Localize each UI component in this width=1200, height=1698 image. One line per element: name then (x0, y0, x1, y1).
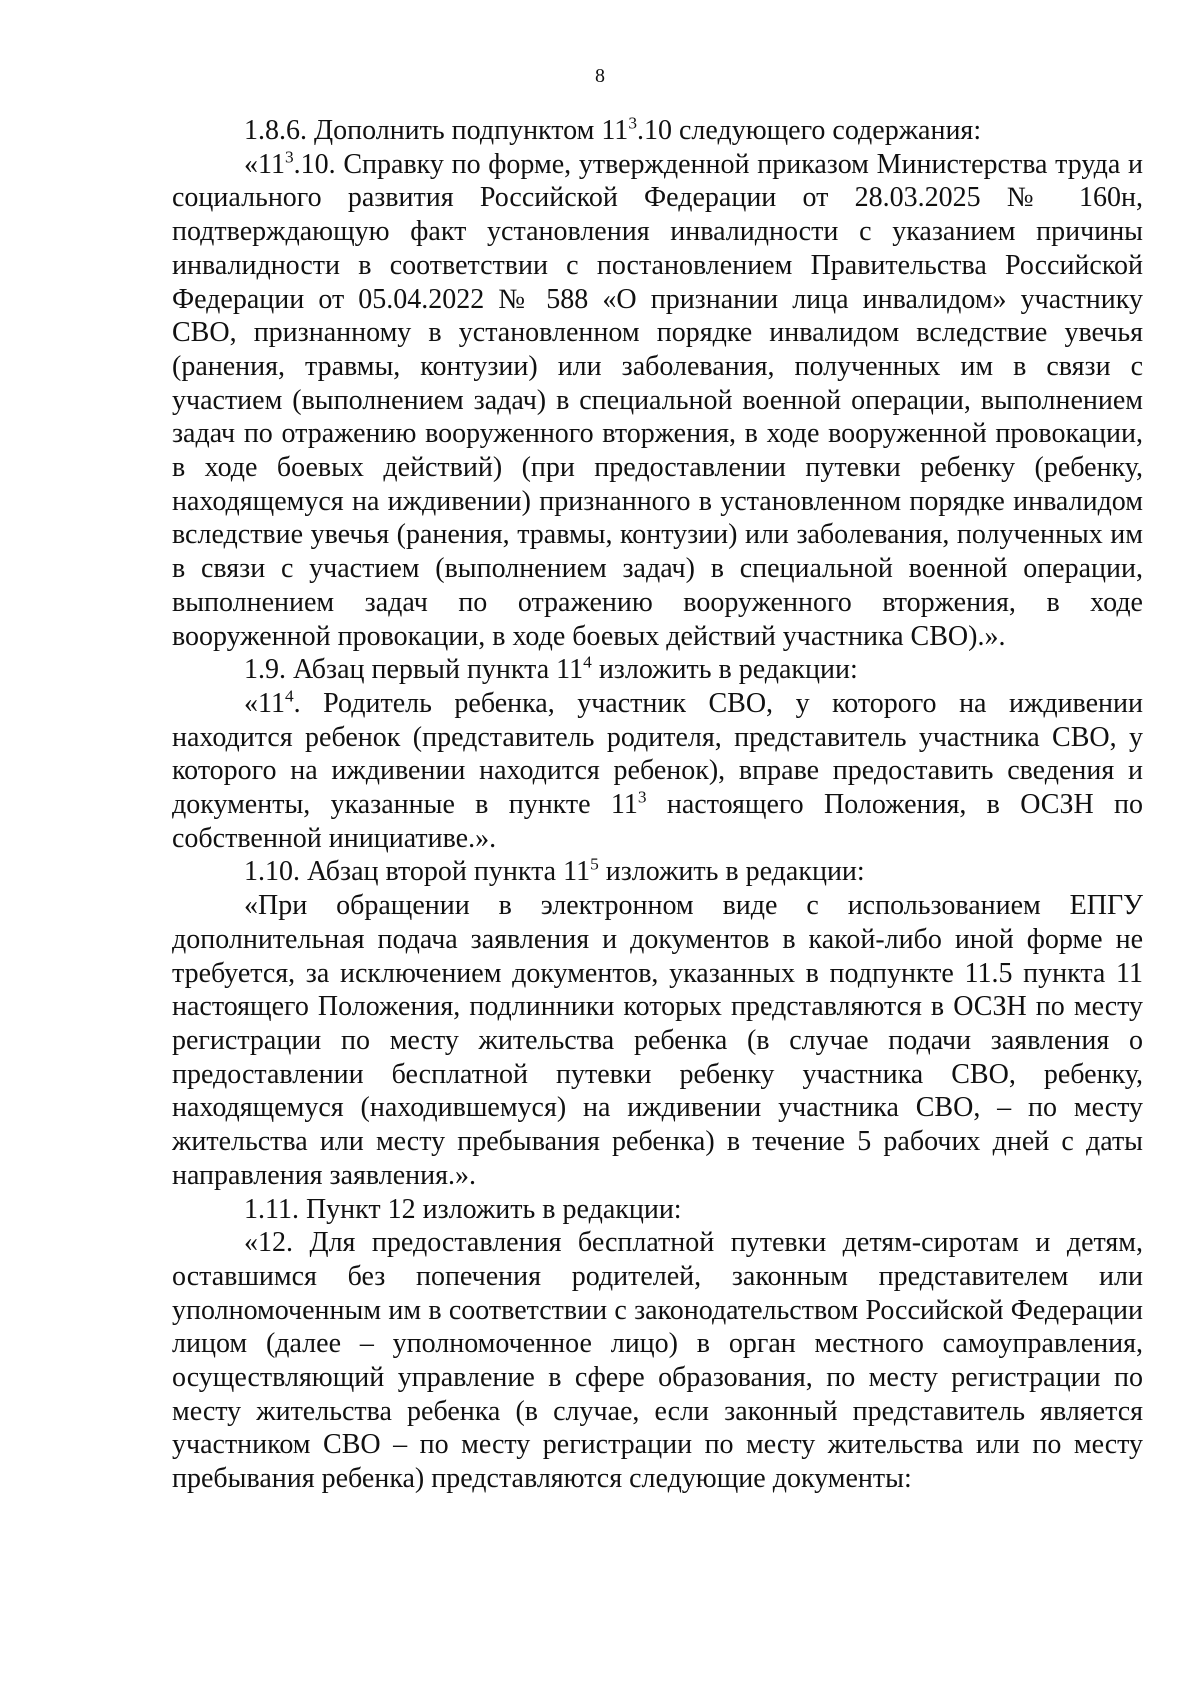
paragraph-text: 1.11. Пункт 12 изложить в редакции: (244, 1193, 682, 1225)
paragraph-1-10 (172, 855, 1143, 889)
paragraph-text: «12. Для предоставления бесплатной путевки детям-сиротам и детям, оставшимся без попечения родителей, законным представителем или уполномоченным им в соответствии с законодательством Российской Федерации лицом (далее – уполномоченное лицо) в орган местного самоуправления, осуществляющий управление в сфере образования, по месту регистрации по месту жительства ребенка (в случае, если законный представитель является участником СВО – по месту регистрации по месту жительства или по месту пребывания ребенка) представляются следующие документы: (172, 1227, 1143, 1495)
document-body (172, 114, 1143, 1496)
paragraph-text: изложить в редакции: (598, 856, 865, 888)
superscript: 3 (628, 113, 637, 133)
paragraph-11-3-10-text (172, 148, 1143, 654)
superscript: 5 (590, 855, 599, 875)
page-number: 8 (595, 65, 605, 87)
paragraph-text: .10. Справку по форме, утвержденной приказом Министерства труда и социального развития Российской Федерации от 28.03.2025 № 160н, подтверждающую факт установления инвалидности с указанием причины инвалидности в соответствии с постановлением Правительства Российской Федерации от 05.04.2022 № 588 «О признании лица инвалидом» участнику СВО, признанному в установленном порядке инвалидом вследствие увечья (ранения, травмы, контузии) или заболевания, полученных им в связи с участием (выполнением задач) в специальной военной операции, выполнением задач по отражению вооруженного вторжения, в ходе вооруженной провокации, в ходе боевых действий) (при предоставлении путевки ребенку (ребенку, находящемуся на иждивении) признанного в установленном порядке инвалидом вследствие увечья (ранения, травмы, контузии) или заболевания, полученных им в связи с участием (выполнением задач) в специальной военной операции, выполнением задач по отражению вооруженного вторжения, в ходе вооруженной провокации, в ходе боевых действий участника СВО).». (172, 148, 1143, 652)
paragraph-1-11 (172, 1193, 1143, 1227)
paragraph-1-9 (172, 653, 1143, 687)
paragraph-11-4-text (172, 687, 1143, 856)
superscript: 4 (284, 686, 294, 706)
paragraph-text: 1.9. Абзац первый пункта 11 (244, 654, 584, 686)
paragraph-text: 1.8.6. Дополнить подпунктом 11 (244, 115, 629, 146)
paragraph-12-text (172, 1226, 1143, 1496)
paragraph-text: 1.10. Абзац второй пункта 11 (244, 856, 591, 888)
paragraph-text: . Родитель ребенка, участник СВО, у которого на иждивении находится ребенок (представитель родителя, представитель участника СВО, у которого на иждивении находится ребенок), вправе предоставить сведения и документы, указанные в пункте 11 (172, 687, 1143, 821)
paragraph-1-8-6 (172, 114, 1143, 148)
paragraph-text: «11 (244, 148, 285, 180)
paragraph-text: изложить в редакции: (591, 654, 858, 686)
paragraph-text: .10 следующего содержания: (637, 115, 982, 146)
superscript: 3 (637, 787, 647, 807)
paragraph-text: «11 (244, 687, 285, 719)
superscript: 4 (583, 652, 592, 672)
paragraph-11-5-text (172, 889, 1143, 1192)
paragraph-text: настоящего Положения, в ОСЗН по собственной инициативе.». (172, 789, 1143, 854)
superscript: 3 (284, 147, 294, 167)
paragraph-text: «При обращении в электронном виде с использованием ЕПГУ дополнительная подача заявления и документов в какой-либо иной форме не требуется, за исключением документов, указанных в подпункте 11.5 пункта 11 настоящего Положения, подлинники которых представляются в ОСЗН по месту регистрации по месту жительства ребенка (в случае подачи заявления о предоставлении бесплатной путевки ребенку участника СВО, ребенку, находящемуся (находившемуся) на иждивении участника СВО, – по месту жительства или месту пребывания ребенка) в течение 5 рабочих дней с даты направления заявления.». (172, 890, 1143, 1191)
